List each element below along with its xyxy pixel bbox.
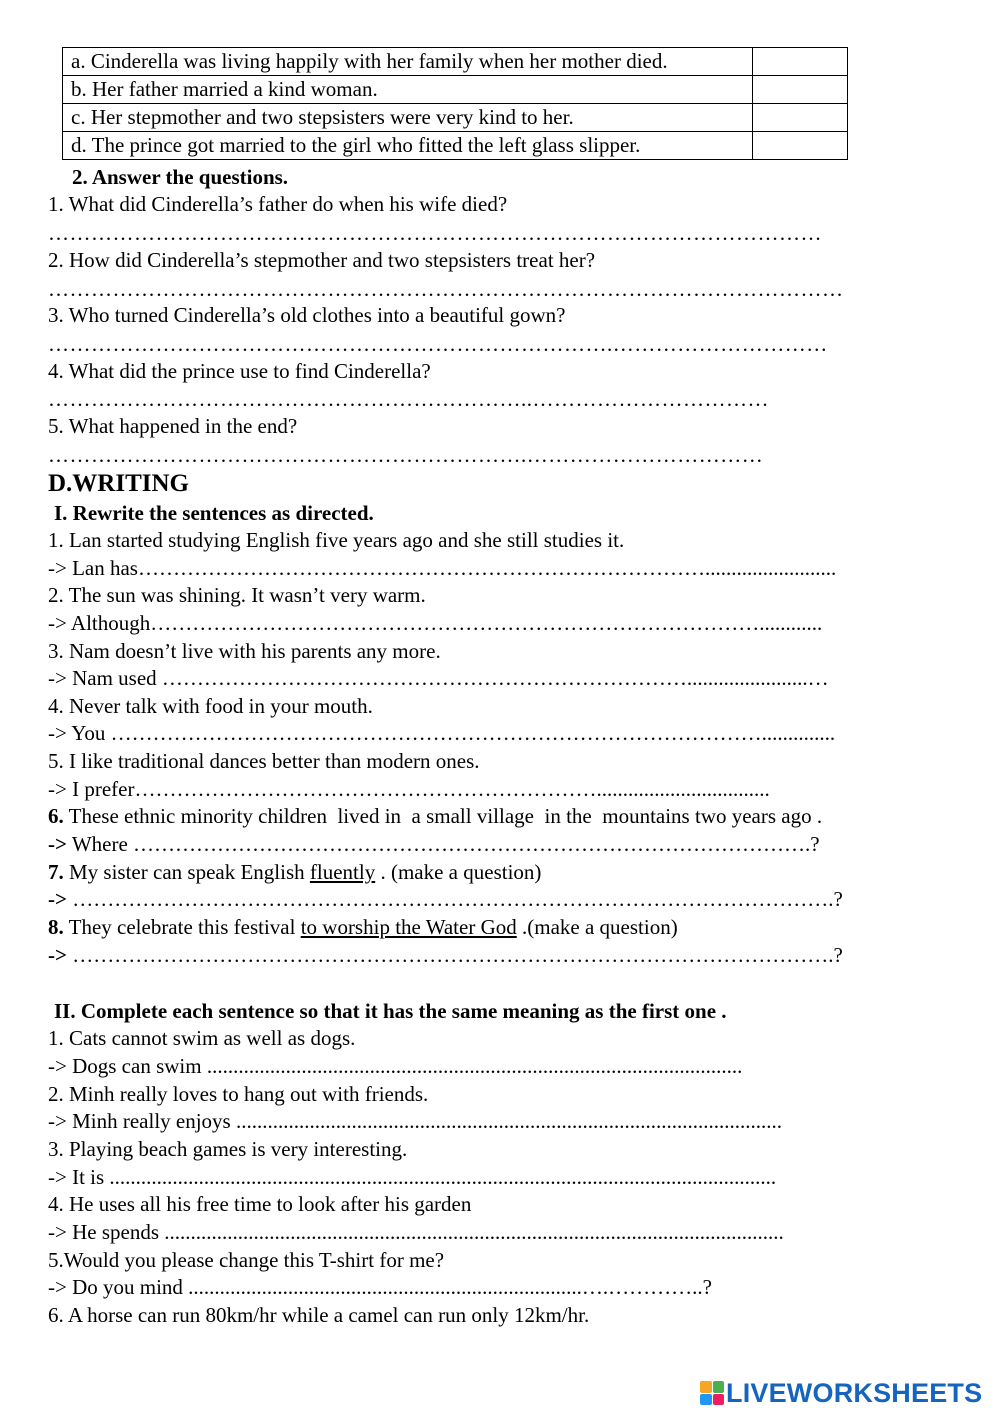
rewrite-heading: I. Rewrite the sentences as directed. [54,501,374,525]
sentence-text: My sister can speak English [63,860,310,884]
rewrite-answer-8[interactable] [48,942,843,970]
complete-sentence-6: 6. A horse can run 80km/hr while a camel can run only 12km/hr. [48,1303,590,1327]
complete-answer-5[interactable]: -> Do you mind ...........................................................................….…………..? [48,1275,712,1299]
answer-line-1[interactable]: ……………………………………………………………………………………………… [48,221,822,245]
logo-square [713,1381,725,1393]
rewrite-answer-6[interactable] [48,831,820,859]
complete-answer-2[interactable]: -> Minh really enjoys ........................................................................................................ [48,1109,782,1133]
rewrite-sentence-3: 3. Nam doesn’t live with his parents any more. [48,639,441,663]
arrow: -> [48,887,67,911]
underlined-phrase: to worship the Water God [300,915,517,939]
complete-answer-3[interactable]: -> It is ............................................................................................................................... [48,1165,777,1189]
item-number: 8. [48,915,64,939]
rewrite-sentence-5: 5. I like traditional dances better than modern ones. [48,749,480,773]
table-row [63,104,848,132]
logo-square [700,1394,712,1406]
complete-heading: II. Complete each sentence so that it has the same meaning as the first one . [54,999,727,1023]
rewrite-answer-1[interactable]: -> Lan has………………………………………………………………………......................... [48,556,837,580]
answer-box-c[interactable] [753,104,848,132]
complete-sentence-5: 5.Would you please change this T-shirt for me? [48,1248,445,1272]
rewrite-answer-7[interactable] [48,886,843,914]
item-number: 7. [48,860,64,884]
prompt-text[interactable]: Where …………………………………………………………………………………….? [66,832,820,856]
rewrite-sentence-8 [48,914,678,942]
answer-line-4[interactable]: …………………………………………………………..…………………………… [48,387,769,411]
complete-sentence-3: 3. Playing beach games is very interesting. [48,1137,408,1161]
true-false-table [62,47,848,160]
complete-sentence-2: 2. Minh really loves to hang out with friends. [48,1082,429,1106]
logo-square [713,1394,725,1406]
rewrite-sentence-1: 1. Lan started studying English five years ago and she still studies it. [48,528,625,552]
complete-answer-4[interactable]: -> He spends ...................................................................................................................... [48,1220,784,1244]
liveworksheets-logo[interactable] [700,1378,982,1408]
complete-sentence-1: 1. Cats cannot swim as well as dogs. [48,1026,356,1050]
rewrite-answer-3[interactable]: -> Nam used ………………………………………………………………….......................… [48,666,829,690]
instruction: .(make a question) [516,915,678,939]
writing-title: D.WRITING [48,470,189,497]
logo-square [700,1381,712,1393]
sentence-text: They celebrate this festival [63,915,301,939]
rewrite-sentence-6 [48,803,822,831]
question-5: 5. What happened in the end? [48,414,298,438]
answer-box-b[interactable] [753,76,848,104]
rewrite-answer-4[interactable]: -> You ………………………………………………………………………………….............. [48,721,836,745]
answer-box-d[interactable] [753,132,848,160]
logo-text: LIVEWORKSHEETS [726,1377,983,1408]
rewrite-sentence-4: 4. Never talk with food in your mouth. [48,694,373,718]
rewrite-sentence-7 [48,859,541,887]
complete-answer-1[interactable]: -> Dogs can swim ...................................................................................................... [48,1054,743,1078]
underlined-word: fluently [309,860,376,884]
answer-line-5[interactable]: ………………………………………………………….…………………………… [48,443,764,467]
answer-box-a[interactable] [753,48,848,76]
question-4: 4. What did the prince use to find Cinderella? [48,359,431,383]
instruction: . (make a question) [375,860,542,884]
arrow: -> [48,943,67,967]
table-row [63,76,848,104]
statement-d: d. The prince got married to the girl who fitted the left glass slipper. [63,132,753,160]
question-2: 2. How did Cinderella’s stepmother and two stepsisters treat her? [48,248,596,272]
item-number: 6. [48,804,64,828]
arrow: -> [48,832,67,856]
answer-line-2[interactable]: ………………………………………………………………………………………………… [48,277,844,301]
statement-a: a. Cinderella was living happily with her family when her mother died. [63,48,753,76]
complete-sentence-4: 4. He uses all his free time to look after his garden [48,1192,472,1216]
logo-icon [700,1381,724,1405]
prompt-text[interactable]: ……………………………………………………………………………………………….? [66,887,843,911]
rewrite-answer-5[interactable]: -> I prefer…………………………………………………………................................. [48,777,770,801]
table-row [63,48,848,76]
table-row [63,132,848,160]
statement-b: b. Her father married a kind woman. [63,76,753,104]
rewrite-sentence-2: 2. The sun was shining. It wasn’t very warm. [48,583,426,607]
answer-line-3[interactable]: …………………………………………………………………….………………………… [48,332,828,356]
question-1: 1. What did Cinderella’s father do when his wife died? [48,192,508,216]
statement-c: c. Her stepmother and two stepsisters were very kind to her. [63,104,753,132]
prompt-text[interactable]: ……………………………………………………………………………………………….? [66,943,843,967]
rewrite-answer-2[interactable]: -> Although……………………………………………………………………………............ [48,611,823,635]
sentence-text: These ethnic minority children lived in a small village in the mountains two years ago . [63,804,823,828]
question-3: 3. Who turned Cinderella’s old clothes into a beautiful gown? [48,303,566,327]
answer-questions-heading: 2. Answer the questions. [72,165,289,189]
